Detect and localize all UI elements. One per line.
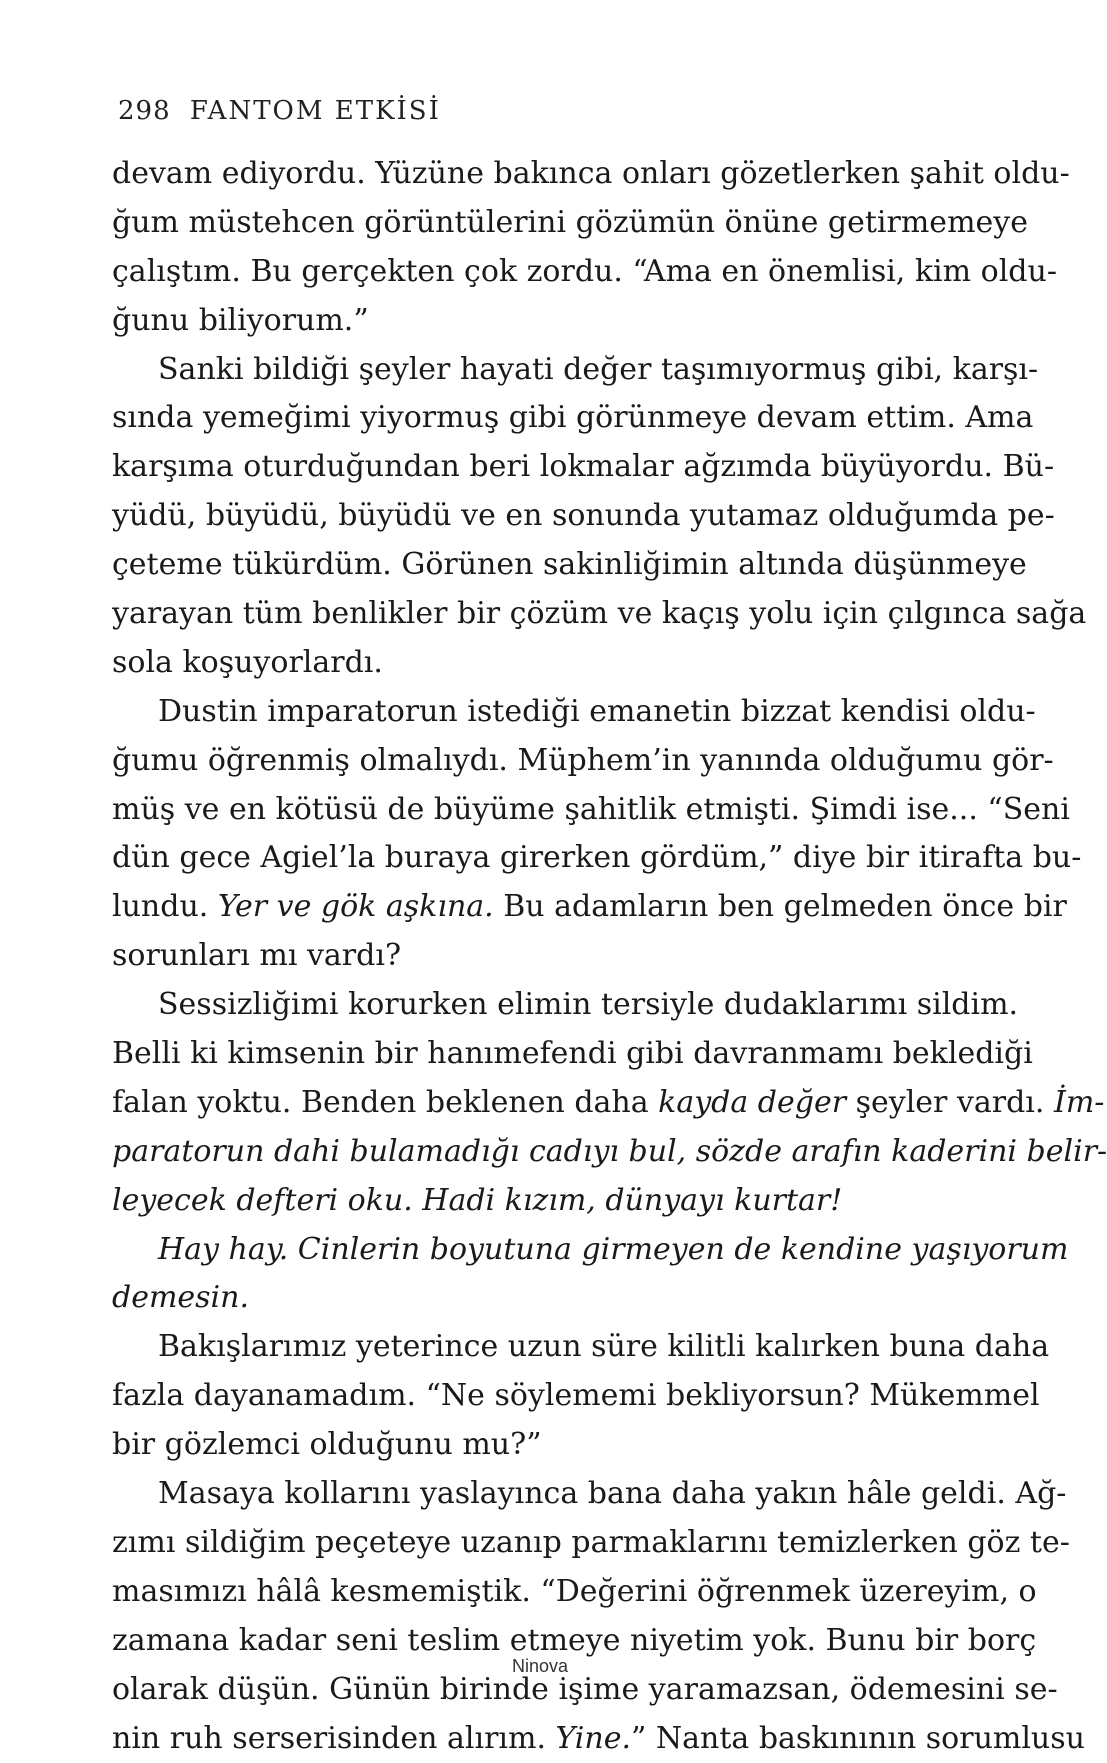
line-text: ” Nanta baskınının sorumlusu xyxy=(631,1721,1085,1756)
italic-text: Yer ve gök aşkına. xyxy=(218,889,494,924)
body-text xyxy=(112,150,968,1763)
text-line xyxy=(112,639,968,688)
text-line xyxy=(112,248,968,297)
text-line xyxy=(112,346,968,395)
text-line xyxy=(112,1128,968,1177)
text-line xyxy=(112,1715,968,1763)
text-line xyxy=(112,1519,968,1568)
text-line xyxy=(112,1323,968,1372)
line-text: karşıma oturduğundan beri lokmalar ağzımda büyüyordu. Bü- xyxy=(112,449,1054,484)
line-text: olarak düşün. Günün birinde işime yaramazsan, ödemesini se- xyxy=(112,1672,1058,1707)
text-line xyxy=(112,688,968,737)
line-text: masımızı hâlâ kesmemiştik. “Değerini öğrenmek üzereyim, o xyxy=(112,1574,1037,1609)
italic-text: paratorun dahi bulamadığı cadıyı bul, sözde arafın kaderini belir- xyxy=(112,1134,1107,1169)
line-text: Sanki bildiği şeyler hayati değer taşımıyormuş gibi, karşı- xyxy=(158,352,1038,387)
line-text: fazla dayanamadım. “Ne söylememi bekliyorsun? Mükemmel xyxy=(112,1378,1040,1413)
text-line xyxy=(112,394,968,443)
text-line xyxy=(112,1226,968,1275)
text-line xyxy=(112,1470,968,1519)
book-title: FANTOM ETKİSİ xyxy=(190,96,441,126)
line-text: çeteme tükürdüm. Görünen sakinliğimin altında düşünmeye xyxy=(112,547,1027,582)
page-number: 298 xyxy=(118,96,171,126)
line-text: Bakışlarımız yeterince uzun süre kilitli kalırken buna daha xyxy=(158,1329,1049,1364)
publisher-footer: Ninova xyxy=(0,1656,1080,1677)
italic-text: Hay hay. Cinlerin boyutuna girmeyen de kendine yaşıyorum xyxy=(158,1232,1068,1267)
italic-text: demesin. xyxy=(112,1280,249,1315)
text-line xyxy=(112,932,968,981)
line-text: bir gözlemci olduğunu mu?” xyxy=(112,1427,542,1462)
italic-text: İm- xyxy=(1054,1085,1104,1120)
text-line xyxy=(112,1274,968,1323)
text-line xyxy=(112,1177,968,1226)
line-text: lundu. xyxy=(112,889,218,924)
text-line xyxy=(112,786,968,835)
running-head xyxy=(118,96,441,126)
text-line xyxy=(112,199,968,248)
line-text: zımı sildiğim peçeteye uzanıp parmaklarını temizlerken göz te- xyxy=(112,1525,1070,1560)
line-text: sola koşuyorlardı. xyxy=(112,645,383,680)
line-text: ğumu öğrenmiş olmalıydı. Müphem’in yanında olduğumu gör- xyxy=(112,743,1054,778)
line-text: zamana kadar seni teslim etmeye niyetim yok. Bunu bir borç xyxy=(112,1623,1036,1658)
text-line xyxy=(112,883,968,932)
line-text: sında yemeğimi yiyormuş gibi görünmeye devam ettim. Ama xyxy=(112,400,1033,435)
line-text: ğum müstehcen görüntülerini gözümün önüne getirmemeye xyxy=(112,205,1028,240)
line-text: Sessizliğimi korurken elimin tersiyle dudaklarımı sildim. xyxy=(158,987,1018,1022)
text-line xyxy=(112,443,968,492)
line-text: çalıştım. Bu gerçekten çok zordu. “Ama en önemlisi, kim oldu- xyxy=(112,254,1057,289)
line-text: Bu adamların ben gelmeden önce bir xyxy=(494,889,1067,924)
italic-text: Yine. xyxy=(556,1721,631,1756)
line-text: şeyler vardı. xyxy=(846,1085,1054,1120)
text-line xyxy=(112,1421,968,1470)
text-line xyxy=(112,1030,968,1079)
italic-text: kayda değer xyxy=(658,1085,846,1120)
text-line xyxy=(112,1079,968,1128)
line-text: nin ruh serserisinden alırım. xyxy=(112,1721,556,1756)
text-line xyxy=(112,541,968,590)
line-text: Belli ki kimsenin bir hanımefendi gibi davranmamı beklediği xyxy=(112,1036,1033,1071)
text-line xyxy=(112,834,968,883)
line-text: dün gece Agiel’la buraya girerken gördüm,” diye bir itirafta bu- xyxy=(112,840,1081,875)
line-text: ğunu biliyorum.” xyxy=(112,303,369,338)
text-line xyxy=(112,737,968,786)
text-line xyxy=(112,981,968,1030)
line-text: Dustin imparatorun istediği emanetin bizzat kendisi oldu- xyxy=(158,694,1036,729)
text-line xyxy=(112,1568,968,1617)
text-line xyxy=(112,297,968,346)
line-text: Masaya kollarını yaslayınca bana daha yakın hâle geldi. Ağ- xyxy=(158,1476,1066,1511)
line-text: sorunları mı vardı? xyxy=(112,938,401,973)
line-text: yarayan tüm benlikler bir çözüm ve kaçış yolu için çılgınca sağa xyxy=(112,596,1086,631)
text-line xyxy=(112,590,968,639)
text-line xyxy=(112,1372,968,1421)
line-text: devam ediyordu. Yüzüne bakınca onları gözetlerken şahit oldu- xyxy=(112,156,1070,191)
text-line xyxy=(112,492,968,541)
line-text: yüdü, büyüdü, büyüdü ve en sonunda yutamaz olduğumda pe- xyxy=(112,498,1055,533)
line-text: müş ve en kötüsü de büyüme şahitlik etmişti. Şimdi ise... “Seni xyxy=(112,792,1070,827)
line-text: falan yoktu. Benden beklenen daha xyxy=(112,1085,658,1120)
text-line xyxy=(112,150,968,199)
italic-text: leyecek defteri oku. Hadi kızım, dünyayı kurtar! xyxy=(112,1183,842,1218)
